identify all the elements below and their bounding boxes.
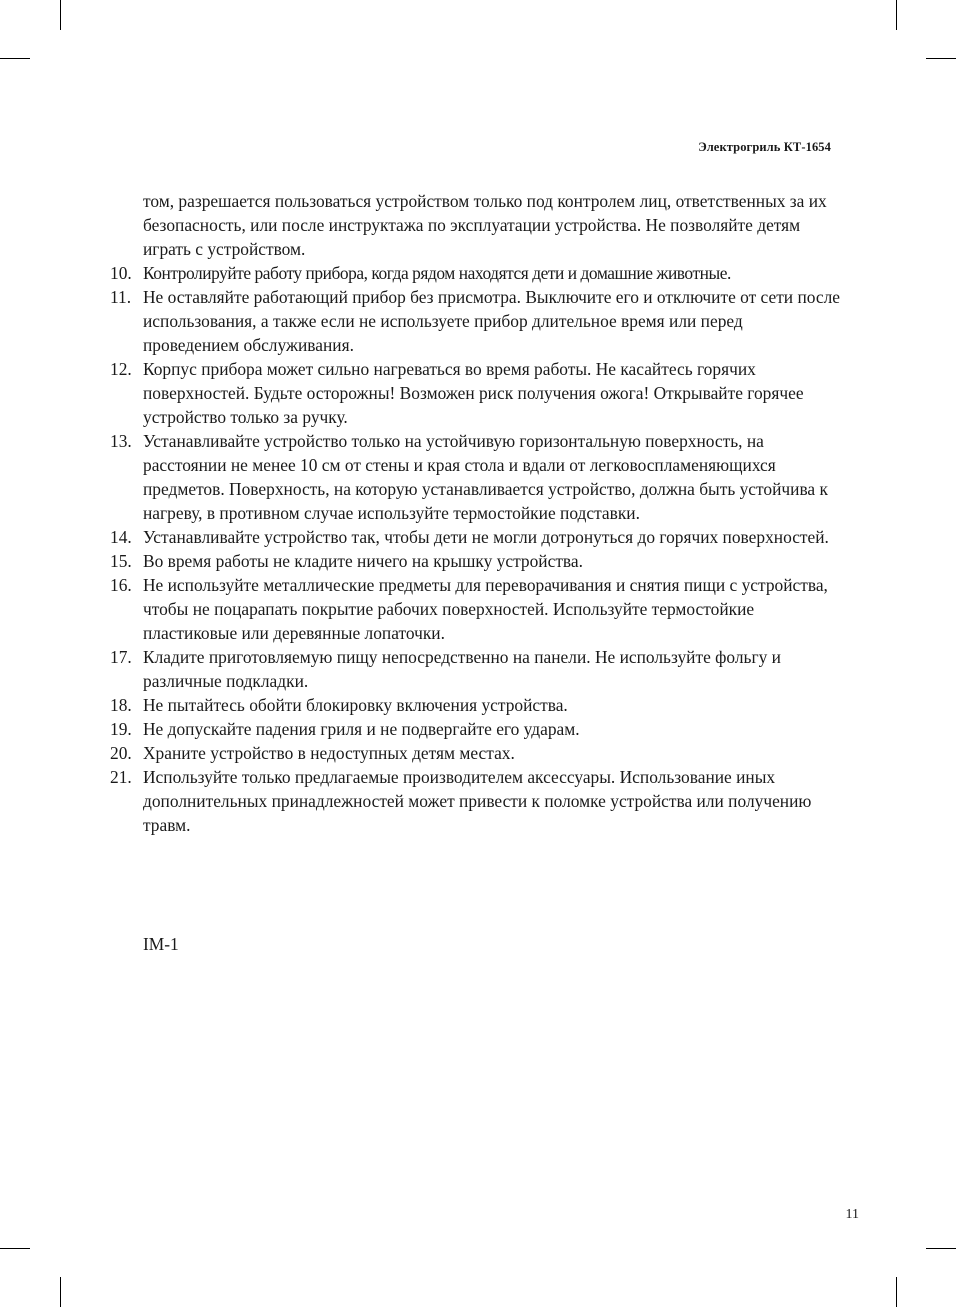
item-text: Корпус прибора может сильно нагреваться во время работы. Не касайтесь горячих поверхностей. Будьте осторожны! Возможен риск получения ожога! Открывайте горячее устройство только за ручку. (143, 359, 804, 427)
crop-mark (896, 1277, 897, 1307)
item-text: Не допускайте падения гриля и не подвергайте его ударам. (143, 719, 580, 739)
item-text: Контролируйте работу прибора, когда рядом находятся дети и домашние животные. (143, 263, 731, 283)
item-text: Во время работы не кладите ничего на крышку устройства. (143, 551, 583, 571)
list-item (110, 357, 840, 429)
crop-mark (60, 0, 61, 30)
item-text: Не пытайтесь обойти блокировку включения устройства. (143, 695, 568, 715)
list-item (110, 429, 840, 525)
crop-mark (0, 1248, 30, 1249)
item-text: Используйте только предлагаемые производителем аксессуары. Использование иных дополнительных принадлежностей может привести к поломке устройства или получению травм. (143, 767, 812, 835)
item-number: 14. (110, 527, 132, 547)
list-item (110, 765, 840, 837)
item-number: 10. (110, 263, 132, 283)
document-code: IM-1 (143, 934, 179, 954)
crop-mark (0, 58, 30, 59)
item-number: 18. (110, 695, 132, 715)
item-number: 21. (110, 767, 132, 787)
list-item (110, 717, 840, 741)
list-item (110, 261, 840, 285)
item-number: 19. (110, 719, 132, 739)
item-text: Не используйте металлические предметы для переворачивания и снятия пищи с устройства, чтобы не поцарапать покрытие рабочих поверхностей. Используйте термостойкие пластиковые или деревянные лопаточки. (143, 575, 828, 643)
list-item (110, 741, 840, 765)
list-item (110, 549, 840, 573)
item-number: 11. (110, 287, 132, 307)
item-text: Кладите приготовляемую пищу непосредственно на панели. Не используйте фольгу и различные подкладки. (143, 647, 781, 691)
running-header: Электрогриль КТ-1654 (698, 140, 831, 154)
list-item (110, 645, 840, 693)
safety-instructions (110, 189, 840, 837)
item-text: Храните устройство в недоступных детям местах. (143, 743, 515, 763)
page-number: 11 (845, 1207, 859, 1222)
item-number: 17. (110, 647, 132, 667)
crop-mark (926, 1248, 956, 1249)
item-number: 15. (110, 551, 132, 571)
crop-mark (60, 1277, 61, 1307)
item-text: Не оставляйте работающий прибор без присмотра. Выключите его и отключите от сети после использования, а также если не используете прибор длительное время или перед проведением обслуживания. (143, 287, 841, 355)
continued-paragraph: том, разрешается пользоваться устройством только под контролем лиц, ответственных за их безопасность, или после инструктажа по эксплуатации устройства. Не позволяйте детям играть с устройством. (143, 191, 827, 259)
item-number: 12. (110, 359, 132, 379)
item-number: 16. (110, 575, 132, 595)
list-item (110, 573, 840, 645)
list-item (110, 693, 840, 717)
item-number: 20. (110, 743, 132, 763)
item-text: Устанавливайте устройство только на устойчивую горизонтальную поверхность, на расстоянии не менее 10 см от стены и края стола и вдали от легковоспламеняющихся предметов. Поверхность, на которую устанавливается устройство, должна быть устойчива к нагреву, в противном случае используйте термостойкие подставки. (143, 431, 828, 523)
list-item (110, 525, 840, 549)
list-item (110, 285, 840, 357)
crop-mark (926, 58, 956, 59)
item-text: Устанавливайте устройство так, чтобы дети не могли дотронуться до горячих поверхностей. (143, 527, 829, 547)
crop-mark (896, 0, 897, 30)
item-number: 13. (110, 431, 132, 451)
